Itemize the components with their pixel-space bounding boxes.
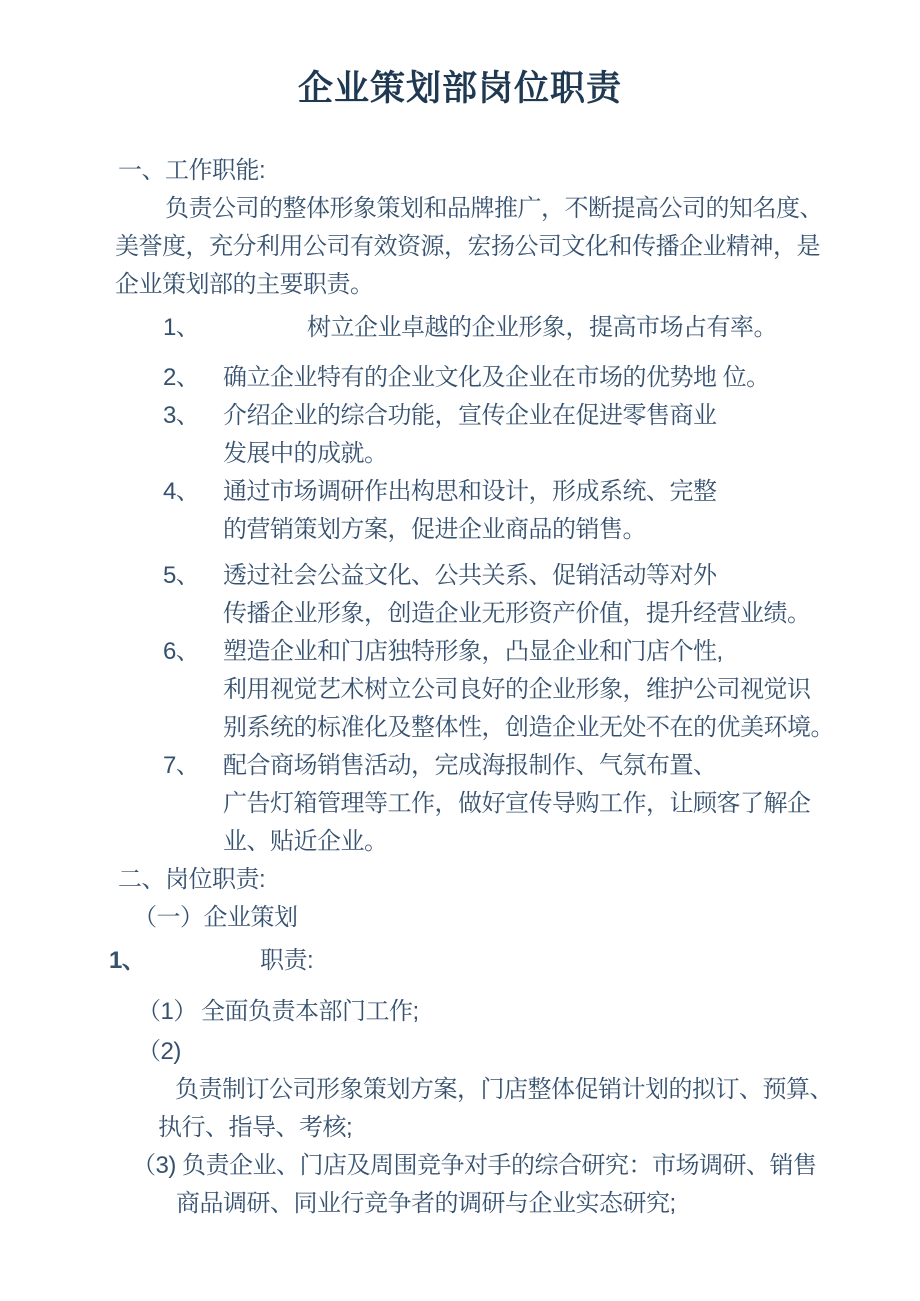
list-item-2-number: 2、 xyxy=(163,364,200,391)
list-item-4 xyxy=(163,473,840,511)
list-item-1 xyxy=(163,309,840,347)
list-item-4-text: 通过市场调研作出构思和设计，形成系统、完整 xyxy=(223,478,717,505)
list-item-1-text: 树立企业卓越的企业形象，提高市场占有率。 xyxy=(307,314,777,341)
subsection-heading: （一）企业策划 xyxy=(133,904,298,931)
list-item-3-text-cont: 发展中的成就。 xyxy=(223,440,388,467)
duty-heading xyxy=(109,942,840,980)
list-item-5-text-cont: 传播企业形象，创造企业无形资产价值，提升经营业绩。 xyxy=(223,600,811,627)
list-item-6 xyxy=(163,633,840,671)
list-item-2-text: 确立企业特有的企业文化及企业在市场的优势地 位。 xyxy=(223,364,770,391)
document-body xyxy=(0,152,920,1223)
list-item-6-text-cont-2: 别系统的标准化及整体性，创造企业无处不在的优美环境。 xyxy=(223,714,834,741)
list-item-3 xyxy=(163,397,840,435)
point-2-text-2: 执行、指导、考核; xyxy=(158,1114,353,1141)
list-item-5 xyxy=(163,557,840,595)
list-item-3-number: 3、 xyxy=(163,402,200,429)
document-title: 企业策划部岗位职责 xyxy=(297,69,622,108)
point-2-text-1: 负责制订公司形象策划方案，门店整体促销计划的拟订、预算、 xyxy=(175,1076,833,1103)
list-item-7 xyxy=(163,747,840,785)
section1-heading xyxy=(118,152,840,190)
point-3-number: （3) xyxy=(132,1152,176,1179)
list-item-7-number: 7、 xyxy=(163,752,200,779)
list-item-7-text-cont-2: 业、贴近企业。 xyxy=(223,828,388,855)
list-item-1-number: 1、 xyxy=(163,314,200,341)
list-item-5-number: 5、 xyxy=(163,562,200,589)
list-item-6-text-cont-1: 利用视觉艺术树立公司良好的企业形象，维护公司视觉识 xyxy=(223,676,811,703)
point-1 xyxy=(137,993,840,1031)
list-item-2 xyxy=(163,359,840,397)
point-3 xyxy=(132,1147,840,1185)
section1-heading-label: 工作职能: xyxy=(165,157,266,184)
point-1-text: 全面负责本部门工作; xyxy=(201,998,419,1025)
list-item-7-text-cont-1: 广告灯箱管理等工作，做好宣传导购工作，让顾客了解企 xyxy=(223,790,811,817)
list-item-5-text: 透过社会公益文化、公共关系、促销活动等对外 xyxy=(223,562,717,589)
intro-line-3: 企业策划部的主要职责。 xyxy=(115,271,374,298)
list-item-6-text: 塑造企业和门店独特形象，凸显企业和门店个性, xyxy=(223,638,723,665)
duty-number: 1、 xyxy=(109,947,146,974)
list-item-3-text: 介绍企业的综合功能，宣传企业在促进零售商业 xyxy=(223,402,717,429)
point-2-number: （2) xyxy=(137,1038,181,1065)
section1-number: 一、 xyxy=(118,157,165,184)
point-3-text-1: 负责企业、门店及周围竞争对手的综合研究：市场调研、销售 xyxy=(182,1152,817,1179)
section2-heading xyxy=(118,861,840,899)
list-item-4-number: 4、 xyxy=(163,478,200,505)
section2-number: 二、 xyxy=(118,866,165,893)
list-item-4-text-cont: 的营销策划方案，促进企业商品的销售。 xyxy=(223,516,646,543)
list-item-6-number: 6、 xyxy=(163,638,200,665)
section2-heading-label: 岗位职责: xyxy=(165,866,266,893)
list-item-7-text: 配合商场销售活动，完成海报制作、气氛布置、 xyxy=(223,752,717,779)
duty-label: 职责: xyxy=(260,947,314,974)
point-3-text-2: 商品调研、同业行竞争者的调研与企业实态研究; xyxy=(176,1190,676,1217)
point-1-number: （1） xyxy=(137,998,197,1025)
intro-line-1: 负责公司的整体形象策划和品牌推广，不断提高公司的知名度、 xyxy=(165,195,823,222)
intro-line-2: 美誉度，充分利用公司有效资源，宏扬公司文化和传播企业精神，是 xyxy=(115,233,820,260)
